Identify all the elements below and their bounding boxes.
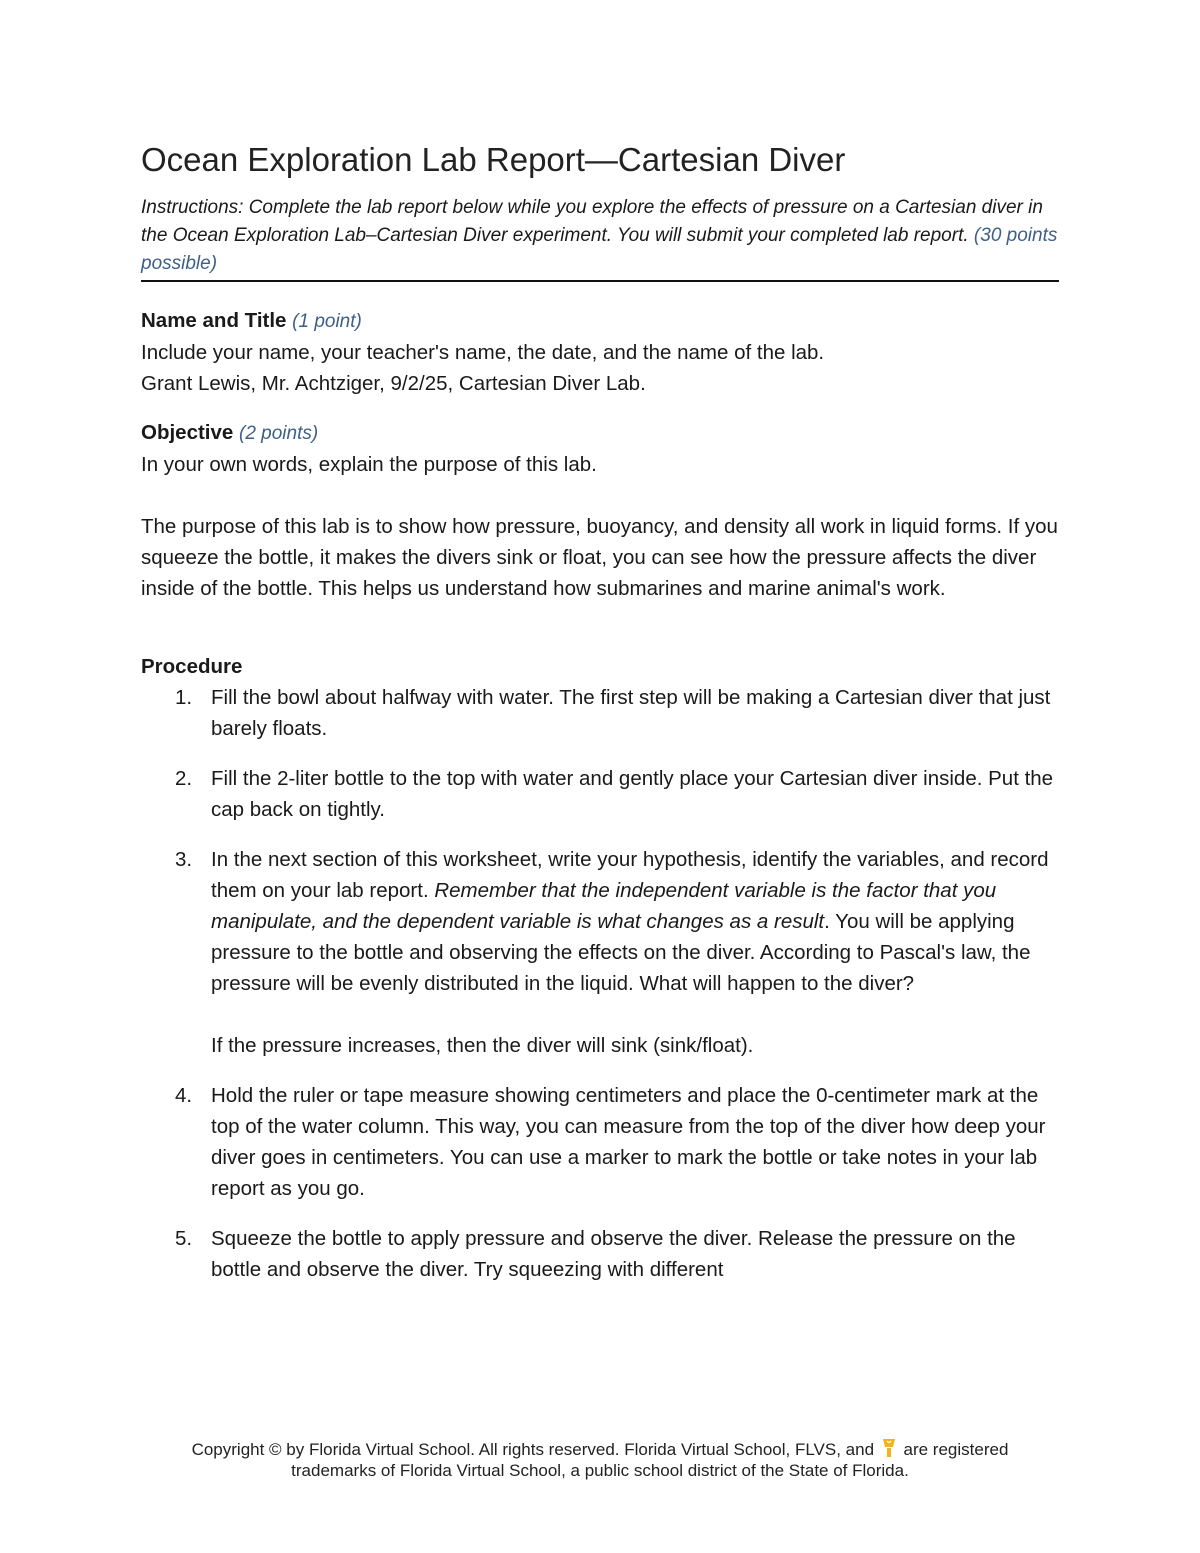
step-text-b: . You will be applying pressure to the bottle and observing the effects on the diver. According to Pascal's law, the pressure will be evenly distributed in the liquid. What will happen to the diver? <box>211 910 1031 995</box>
objective-prompt: In your own words, explain the purpose of this lab. <box>141 453 597 476</box>
step-text-italic: Remember that the independent variable is the factor that you manipulate, and the dependent variable is what changes as a result <box>211 879 997 933</box>
step-number: 4. <box>175 1084 193 1107</box>
name-title-heading <box>141 306 1059 337</box>
footer-text-a: Copyright © by Florida Virtual School. All rights reserved. Florida Virtual School, FLVS, and <box>191 1440 875 1459</box>
objective-answer: The purpose of this lab is to show how pressure, buoyancy, and density all work in liquid forms. If you squeeze the bottle, it makes the divers sink or float, you can see how the pressure affects the diver inside of the bottle. This helps us understand how submarines and marine animal's work. <box>141 515 1058 600</box>
objective-heading-label: Objective <box>141 421 234 444</box>
page-title: Ocean Exploration Lab Report—Cartesian Diver <box>141 141 846 178</box>
step-text: Fill the bowl about halfway with water. The first step will be making a Cartesian diver that just barely floats. <box>211 686 1051 740</box>
instructions <box>141 194 1059 282</box>
footer-text-b: are registered <box>903 1440 1009 1459</box>
procedure-step-3 <box>141 844 1059 1061</box>
name-title-prompt: Include your name, your teacher's name, the date, and the name of the lab. <box>141 341 825 364</box>
procedure-heading: Procedure <box>141 655 243 678</box>
step-text: Hold the ruler or tape measure showing centimeters and place the 0-centimeter mark at the top of the water column. This way, you can measure from the top of the diver how deep your diver goes in centimeters. You can use a marker to mark the bottle or take notes in your lab report as you go. <box>211 1084 1046 1200</box>
procedure-step-1 <box>141 682 1059 744</box>
procedure-step-4 <box>141 1080 1059 1204</box>
objective-heading <box>141 418 1059 449</box>
step-number: 5. <box>175 1227 193 1250</box>
step-text-a: In the next section of this worksheet, write your hypothesis, identify the variables, and record them on your lab report. <box>211 848 1049 902</box>
flvs-torch-icon <box>881 1438 897 1458</box>
step-number: 2. <box>175 767 193 790</box>
objective-points: (2 points) <box>239 423 319 444</box>
copyright-footer <box>0 1438 1200 1481</box>
procedure-step-2 <box>141 763 1059 825</box>
step-text: Fill the 2-liter bottle to the top with water and gently place your Cartesian diver inside. Put the cap back on tightly. <box>211 767 1054 821</box>
step-number: 1. <box>175 686 193 709</box>
procedure-steps <box>141 682 1059 1285</box>
hypothesis-answer: If the pressure increases, then the diver will sink (sink/float). <box>211 1034 754 1057</box>
name-title-points: (1 point) <box>292 311 362 332</box>
footer-line-1 <box>0 1438 1200 1460</box>
step-number: 3. <box>175 848 193 871</box>
instructions-text: Instructions: Complete the lab report below while you explore the effects of pressure on a Cartesian diver in the Ocean Exploration Lab–Cartesian Diver experiment. You will submit your completed lab report. <box>141 197 1043 246</box>
footer-line-2: trademarks of Florida Virtual School, a public school district of the State of Florida. <box>291 1461 909 1480</box>
procedure-step-5 <box>141 1223 1059 1285</box>
step-text: Squeeze the bottle to apply pressure and observe the diver. Release the pressure on the bottle and observe the diver. Try squeezing with different <box>211 1227 1016 1281</box>
name-title-heading-label: Name and Title <box>141 309 287 332</box>
document-page <box>141 138 1059 1304</box>
name-title-answer: Grant Lewis, Mr. Achtziger, 9/2/25, Cartesian Diver Lab. <box>141 372 646 395</box>
instructions-points: (30 points possible) <box>141 225 1058 274</box>
